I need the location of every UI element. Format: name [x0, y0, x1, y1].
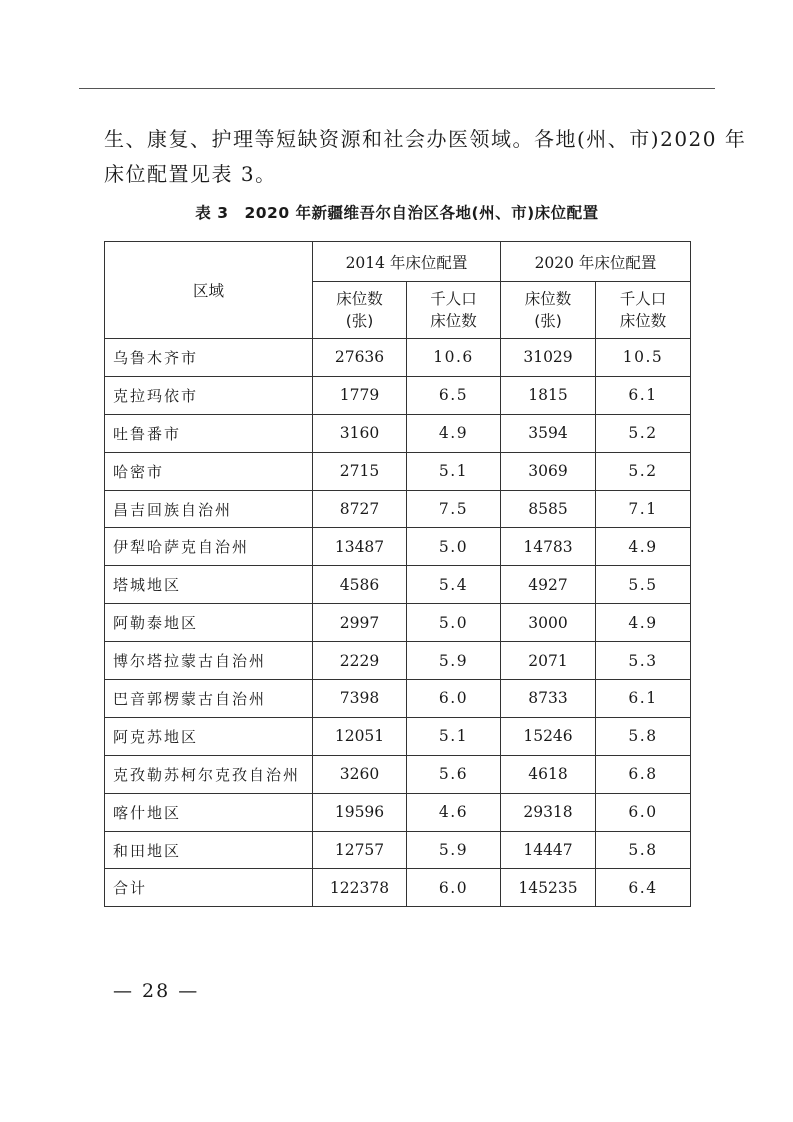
region-cell: 巴音郭楞蒙古自治州 [105, 680, 313, 718]
table-row [105, 414, 691, 452]
beds-2020-cell: 4618 [501, 755, 596, 793]
beds-2014-total-cell: 122378 [313, 869, 407, 907]
region-cell: 塔城地区 [105, 566, 313, 604]
page-number: — 28 — [113, 980, 200, 1002]
ratio-2014-total-cell: 6.0 [407, 869, 501, 907]
header-region: 区域 [105, 242, 313, 339]
beds-2020-cell: 14783 [501, 528, 596, 566]
region-cell: 乌鲁木齐市 [105, 339, 313, 377]
bed-allocation-table [104, 241, 691, 907]
ratio-2020-cell: 10.5 [596, 339, 691, 377]
region-cell: 克拉玛依市 [105, 376, 313, 414]
beds-2014-cell: 7398 [313, 680, 407, 718]
body-text-line-2: 床位配置见表 3。 [104, 162, 277, 186]
beds-2014-cell: 8727 [313, 490, 407, 528]
ratio-2020-cell: 6.1 [596, 376, 691, 414]
ratio-2020-cell: 4.9 [596, 604, 691, 642]
header-beds-label: 床位数 [336, 290, 383, 308]
ratio-2020-cell: 7.1 [596, 490, 691, 528]
table-total-row [105, 869, 691, 907]
table-row [105, 452, 691, 490]
table-row [105, 566, 691, 604]
table-row [105, 755, 691, 793]
ratio-2020-cell: 5.2 [596, 414, 691, 452]
total-label-cell: 合计 [105, 869, 313, 907]
ratio-2020-cell: 6.1 [596, 680, 691, 718]
header-beds-2020 [501, 282, 596, 339]
beds-2020-cell: 2071 [501, 642, 596, 680]
header-beds-unit: (张) [534, 312, 562, 330]
region-cell: 昌吉回族自治州 [105, 490, 313, 528]
table-row [105, 528, 691, 566]
table-row [105, 831, 691, 869]
ratio-2014-cell: 5.9 [407, 642, 501, 680]
header-ratio-unit: 床位数 [430, 312, 477, 330]
ratio-2014-cell: 5.0 [407, 604, 501, 642]
beds-2020-cell: 8733 [501, 680, 596, 718]
beds-2020-cell: 1815 [501, 376, 596, 414]
header-beds-2014 [313, 282, 407, 339]
body-text-line-1: 生、康复、护理等短缺资源和社会办医领域。各地(州、市)2020 年 [104, 127, 747, 151]
ratio-2014-cell: 5.0 [407, 528, 501, 566]
table-row [105, 604, 691, 642]
header-ratio-label: 千人口 [619, 290, 667, 308]
beds-2014-cell: 3260 [313, 755, 407, 793]
ratio-2014-cell: 4.9 [407, 414, 501, 452]
beds-2020-cell: 3594 [501, 414, 596, 452]
table-row [105, 793, 691, 831]
beds-2020-cell: 15246 [501, 717, 596, 755]
header-beds-label: 床位数 [524, 290, 572, 308]
header-ratio-2020 [596, 282, 691, 339]
region-cell: 吐鲁番市 [105, 414, 313, 452]
ratio-2014-cell: 5.4 [407, 566, 501, 604]
ratio-2020-cell: 5.3 [596, 642, 691, 680]
beds-2020-cell: 3000 [501, 604, 596, 642]
beds-2014-cell: 1779 [313, 376, 407, 414]
ratio-2020-cell: 5.8 [596, 717, 691, 755]
beds-2014-cell: 2997 [313, 604, 407, 642]
ratio-2020-cell: 5.5 [596, 566, 691, 604]
ratio-2014-cell: 5.1 [407, 452, 501, 490]
beds-2020-total-cell: 145235 [501, 869, 596, 907]
header-rule [79, 88, 715, 89]
ratio-2014-cell: 5.6 [407, 755, 501, 793]
ratio-2020-cell: 5.2 [596, 452, 691, 490]
table-row [105, 680, 691, 718]
beds-2014-cell: 4586 [313, 566, 407, 604]
header-group-2014: 2014 年床位配置 [313, 242, 501, 282]
table-caption: 表 3 2020 年新疆维吾尔自治区各地(州、市)床位配置 [195, 204, 599, 222]
beds-2014-cell: 12757 [313, 831, 407, 869]
region-cell: 哈密市 [105, 452, 313, 490]
beds-2014-cell: 3160 [313, 414, 407, 452]
ratio-2020-total-cell: 6.4 [596, 869, 691, 907]
beds-2020-cell: 8585 [501, 490, 596, 528]
table-row [105, 376, 691, 414]
region-cell: 伊犁哈萨克自治州 [105, 528, 313, 566]
region-cell: 喀什地区 [105, 793, 313, 831]
beds-2020-cell: 3069 [501, 452, 596, 490]
header-ratio-2014 [407, 282, 501, 339]
ratio-2014-cell: 4.6 [407, 793, 501, 831]
table-row [105, 642, 691, 680]
beds-2020-cell: 14447 [501, 831, 596, 869]
ratio-2014-cell: 6.0 [407, 680, 501, 718]
ratio-2014-cell: 5.9 [407, 831, 501, 869]
beds-2014-cell: 27636 [313, 339, 407, 377]
ratio-2014-cell: 7.5 [407, 490, 501, 528]
beds-2014-cell: 2229 [313, 642, 407, 680]
table-row [105, 490, 691, 528]
beds-2014-cell: 13487 [313, 528, 407, 566]
beds-2020-cell: 31029 [501, 339, 596, 377]
header-ratio-unit: 床位数 [619, 312, 667, 330]
ratio-2014-cell: 5.1 [407, 717, 501, 755]
region-cell: 和田地区 [105, 831, 313, 869]
ratio-2020-cell: 5.8 [596, 831, 691, 869]
ratio-2014-cell: 6.5 [407, 376, 501, 414]
ratio-2020-cell: 6.0 [596, 793, 691, 831]
table-row [105, 717, 691, 755]
region-cell: 阿勒泰地区 [105, 604, 313, 642]
ratio-2014-cell: 10.6 [407, 339, 501, 377]
beds-2014-cell: 2715 [313, 452, 407, 490]
header-ratio-label: 千人口 [430, 290, 477, 308]
region-cell: 克孜勒苏柯尔克孜自治州 [105, 755, 313, 793]
beds-2020-cell: 29318 [501, 793, 596, 831]
header-beds-unit: (张) [345, 312, 374, 330]
beds-2020-cell: 4927 [501, 566, 596, 604]
table-row [105, 339, 691, 377]
region-cell: 博尔塔拉蒙古自治州 [105, 642, 313, 680]
ratio-2020-cell: 6.8 [596, 755, 691, 793]
beds-2014-cell: 19596 [313, 793, 407, 831]
header-group-2020: 2020 年床位配置 [501, 242, 691, 282]
region-cell: 阿克苏地区 [105, 717, 313, 755]
ratio-2020-cell: 4.9 [596, 528, 691, 566]
beds-2014-cell: 12051 [313, 717, 407, 755]
